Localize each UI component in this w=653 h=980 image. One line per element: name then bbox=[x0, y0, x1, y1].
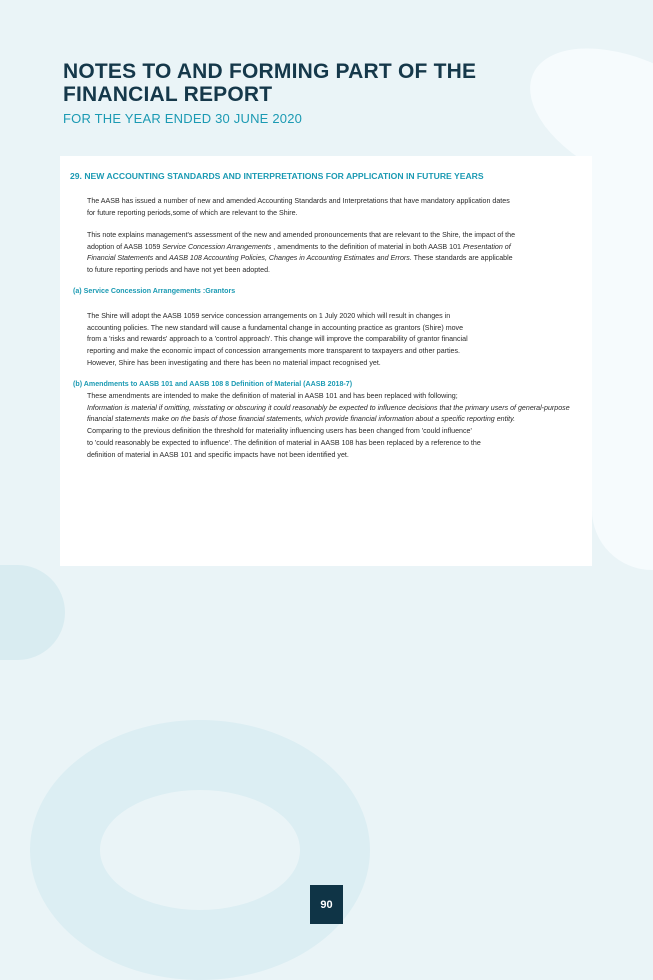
note-heading: 29. NEW ACCOUNTING STANDARDS AND INTERPRETATIONS FOR APPLICATION IN FUTURE YEARS bbox=[70, 171, 484, 181]
page-title bbox=[63, 60, 583, 106]
intro-line: The AASB has issued a number of new and amended Accounting Standards and Interpretations that have mandatory application dates bbox=[87, 197, 510, 205]
intro-paragraph bbox=[87, 196, 585, 219]
page-number: 90 bbox=[310, 885, 343, 924]
subsection-b-heading: (b) Amendments to AASB 101 and AASB 108 8 Definition of Material (AASB 2018-7) bbox=[73, 380, 353, 388]
subsection-b-paragraph bbox=[87, 391, 585, 461]
definition-line: primary users of general-purpose financial statements make on the basis of those financial statements, which provide bbox=[87, 403, 570, 424]
subsection-a-line: The Shire will adopt the AASB 1059 service concession arrangements on 1 July 2020 which will result in changes in bbox=[87, 312, 451, 320]
subsection-a-line: from a 'risks and rewards' approach to a 'control approach'. This change will improve the comparability of grantor financial bbox=[87, 335, 468, 344]
page-title-line-1: NOTES TO AND FORMING PART OF THE bbox=[63, 60, 477, 83]
subsection-b-line: These amendments are intended to make the definition of material in AASB 101 and has been replaced with following; bbox=[87, 392, 458, 400]
subsection-a-line: accounting policies. The new standard will cause a fundamental change in accounting practice as grantors (Shire) move bbox=[87, 323, 464, 332]
background-panel-decoration bbox=[592, 150, 653, 570]
subsection-a-heading: (a) Service Concession Arrangements :Grantors bbox=[73, 287, 236, 295]
background-ring-decoration bbox=[30, 720, 370, 980]
intro-line: for future reporting periods,some of which are relevant to the Shire. bbox=[87, 208, 298, 217]
subsection-b-line: to 'could reasonably be expected to influence'. The definition of material in AASB 108 has been replaced by a reference to the bbox=[87, 438, 481, 447]
explain-line: adoption of AASB 1059 Service Concession Arrangements , amendments to the definition of material in both AASB 101 Presentation of bbox=[87, 242, 511, 251]
background-blob-decoration bbox=[0, 565, 65, 660]
subsection-b-line: definition of material in AASB 101 and specific impacts have not been identified yet. bbox=[87, 450, 349, 459]
definition-line: financial information about a specific reporting entity. bbox=[350, 415, 516, 424]
explain-paragraph bbox=[87, 230, 585, 277]
subsection-a-line: However, Shire has been investigating and there has been no material impact recognised yet. bbox=[87, 358, 381, 367]
explain-line: Financial Statements and AASB 108 Accounting Policies, Changes in Accounting Estimates and Errors. These standards are applicable bbox=[87, 254, 513, 263]
explain-line: This note explains management's assessment of the new and amended pronouncements that are relevant to the Shire, the impact of the bbox=[87, 231, 516, 239]
subsection-a-paragraph bbox=[87, 311, 585, 370]
definition-line: Information is material if omitting, misstating or obscuring it could reasonably be expected to influence decisions that the bbox=[87, 403, 464, 412]
page-title-line-2: FINANCIAL REPORT bbox=[63, 83, 273, 106]
note-panel bbox=[60, 156, 592, 566]
explain-line: to future reporting periods and have not yet been adopted. bbox=[87, 266, 270, 275]
subsection-b-line: Comparing to the previous definition the threshold for materiality influencing users has been changed from 'could influence' bbox=[87, 427, 472, 436]
page-subtitle: FOR THE YEAR ENDED 30 JUNE 2020 bbox=[63, 111, 303, 126]
subsection-a-line: reporting and make the economic impact of concession arrangements more transparent to taxpayers and other parties. bbox=[87, 347, 461, 356]
